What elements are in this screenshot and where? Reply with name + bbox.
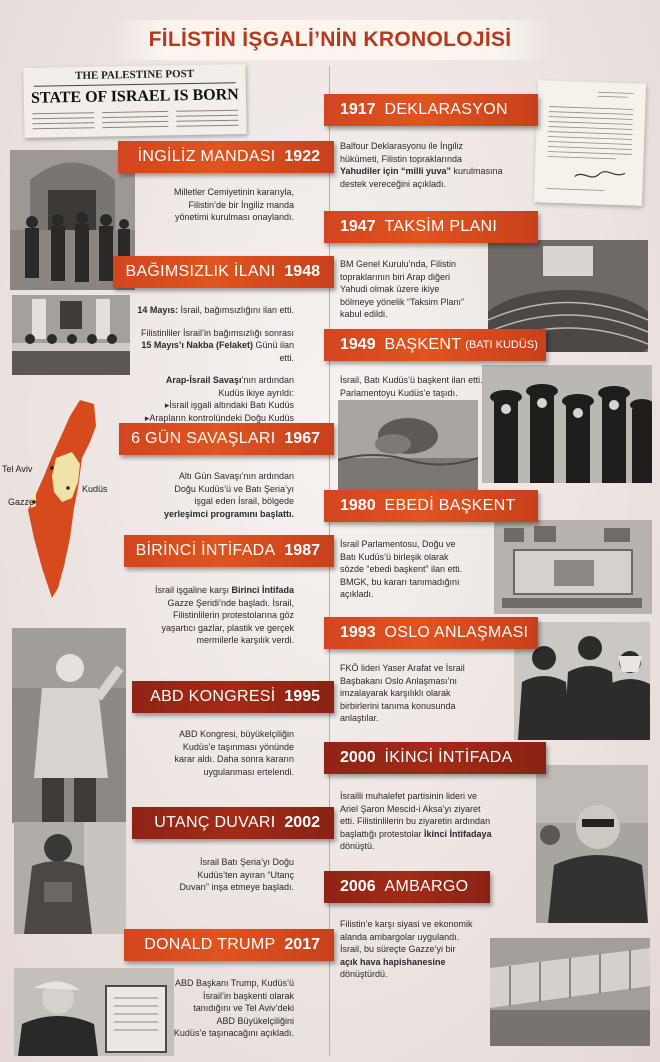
desc-line: 14 Mayıs: İsrail, bağımsızlığını ilan etti. [137, 305, 294, 315]
desc-line: İsrail Parlamentosu, Doğu ve [340, 539, 456, 549]
desc-1980 [340, 538, 490, 601]
banner-year-1987: 1987 [284, 542, 320, 559]
desc-line: yerleşimci programını başlattı. [163, 508, 294, 519]
desc-line: açıkladı. [340, 589, 374, 599]
desc-line: ▸İsrail işgali altındaki Batı Kudüs [164, 400, 294, 410]
desc-line: karar aldı. Daha sonra kararın [174, 754, 294, 764]
desc-line: İsrail Batı Şeria’yı Doğu [199, 857, 294, 867]
desc-line: Kudüs ikiye ayrıldı: [218, 387, 294, 398]
desc-2017 [136, 977, 294, 1040]
desc-line: Kudüs’e taşınması yönünde [182, 741, 294, 752]
desc-line: İsrail, bu süreçte Gazze’yi bir [340, 944, 456, 954]
desc-line: kabul edildi. [340, 309, 388, 319]
independence-declaration-photo [12, 295, 130, 375]
desc-line: ▸Arapların kontrolündeki Doğu Kudüs [144, 412, 294, 423]
desc-line: İsrailli muhalefet partisinin lideri ve [340, 791, 478, 801]
gaza-wall-photo [490, 938, 650, 1046]
desc-1949 [340, 374, 530, 399]
banner-title-2002: UTANÇ DUVARI [154, 814, 276, 831]
banner-title-1917: DEKLARASYON [384, 101, 508, 118]
desc-2002 [136, 856, 294, 894]
desc-line: başlattığı protestolar İkinci İntifadaya [340, 828, 492, 839]
banner-title-2006: AMBARGO [384, 878, 469, 895]
desc-line: Yahudiler için “milli yuva” kurulmasına [340, 166, 503, 176]
page-title: FİLİSTİN İŞGALİ’NİN KRONOLOJİSİ [148, 28, 512, 51]
desc-line: Gazze Şeridi’nde başladı. İsrail, [167, 597, 294, 608]
desc-line: Batı Kudüs’ü birleşik olarak [340, 551, 449, 562]
war-explosion-photo [338, 400, 478, 490]
banner-year-1967: 1967 [284, 430, 320, 447]
desc-line: bölmeye yönelik “Taksim Planı” [340, 296, 465, 307]
desc-line: Filistin’e karşı siyasi ve ekonomik [340, 919, 473, 929]
newspaper-clipping [23, 64, 246, 138]
banner-year-1948: 1948 [284, 263, 320, 280]
banner-title-2017: DONALD TRUMP [144, 936, 276, 953]
banner-year-1947: 1947 [340, 218, 376, 235]
desc-line: ABD Kongresi, büyükelçiliğin [178, 729, 294, 739]
desc-line: Yahudi olmak üzere ikiye [340, 284, 440, 294]
desc-line: etti. Filistinlilerin bu ziyaretin ardından [340, 816, 491, 826]
desc-line: İsrail, Batı Kudüs’ü başkent ilan etti. [340, 375, 483, 385]
desc-line: 15 Mayıs’ı Nakba (Felaket) Günü ilan etti. [141, 340, 294, 363]
banner-1948 [113, 256, 334, 288]
banner-title-1995: ABD KONGRESİ [150, 688, 276, 705]
desc-line: Ariel Şaron Mescid-i Aksa’yı ziyaret [340, 803, 481, 814]
banner-year-1922: 1922 [284, 148, 320, 165]
banner-2000 [324, 742, 546, 774]
banner-title-1948: BAĞIMSIZLIK İLANI [125, 263, 276, 280]
banner-title-1967: 6 GÜN SAVAŞLARI [131, 430, 276, 447]
banner-year-2006: 2006 [340, 878, 376, 895]
newspaper-headline: STATE OF ISRAEL IS BORN [30, 86, 239, 107]
separation-wall-soldier-photo [14, 822, 126, 934]
desc-line: hükümeti, Filistin topraklarında [340, 153, 463, 164]
first-intifada-photo [12, 628, 126, 823]
banner-1987 [124, 535, 334, 567]
desc-line: Milletler Cemiyetinin kararıyla, [173, 187, 294, 197]
desc-line: Kudüs’ten ayıran “Utanç [197, 869, 294, 880]
desc-line: FKÖ lideri Yaser Arafat ve İsrail [340, 663, 465, 673]
desc-line: yönetimi kurulması onaylandı. [174, 212, 294, 222]
newspaper-masthead: THE PALESTINE POST [74, 67, 195, 83]
desc-line: mermilerle karşılık verdi. [196, 635, 294, 645]
banner-title-1987: BİRİNCİ İNTİFADA [135, 542, 276, 559]
desc-line: Filistin’de bir İngiliz manda [188, 199, 294, 210]
desc-line: tanıdığını ve Tel Aviv’deki [193, 1003, 294, 1013]
banner-2002 [132, 807, 334, 839]
desc-line: BM Genel Kurulu’nda, Filistin [340, 259, 457, 269]
desc-line: açık hava hapishanesine [340, 956, 446, 967]
banner-title-1993: OSLO ANLAŞMASI [384, 624, 529, 641]
desc-line: ABD Büyükelçiliğini [216, 1015, 294, 1026]
desc-1917 [340, 140, 530, 190]
title-banner [112, 20, 548, 60]
banner-1995 [132, 681, 334, 713]
desc-line: Filistinliler İsrail’in bağımsızlığı sonrası [140, 327, 294, 338]
banner-year-1993: 1993 [340, 624, 376, 641]
banner-1949 [324, 329, 546, 361]
map-label-gazze: Gazze [8, 497, 35, 507]
desc-line: Başbakanı Oslo Anlaşması’nı [340, 675, 458, 686]
desc-line: sözde “ebedi başkent” ilan etti. [340, 564, 463, 574]
map-label-tel-aviv: Tel Aviv [2, 464, 33, 474]
desc-line: Doğu Kudüs’ü ve Batı Şeria’yı [174, 483, 294, 494]
banner-1967 [119, 423, 334, 455]
desc-line: uygulanması ertelendi. [203, 766, 294, 777]
balfour-document-photo [534, 80, 646, 206]
banner-2017 [124, 929, 334, 961]
desc-line: birbirlerini tanıma konusunda [340, 700, 456, 711]
banner-1917 [324, 94, 538, 126]
banner-year-1917: 1917 [340, 101, 376, 118]
desc-line: Parlamentoyu Kudüs’e taşıdı. [340, 387, 458, 398]
desc-line: imzalayarak karşılıklı olarak [340, 688, 451, 698]
map-label-kudus: Kudüs [82, 484, 108, 494]
banner-1980 [324, 490, 538, 522]
desc-line: destek vereceğini açıkladı. [340, 178, 447, 189]
banner-year-1980: 1980 [340, 497, 376, 514]
desc-line: Altı Gün Savaşı’nın ardından [178, 471, 294, 481]
desc-1995 [136, 728, 294, 778]
banner-2006 [324, 871, 490, 903]
desc-1993 [340, 662, 510, 725]
desc-line: İsrail’in başkenti olarak [202, 990, 294, 1001]
banner-year-1949: 1949 [340, 336, 376, 353]
desc-2000 [340, 790, 530, 853]
desc-line: ABD Başkanı Trump, Kudüs’ü [174, 978, 294, 988]
desc-1947 [340, 258, 490, 321]
desc-line: dönüştü. [340, 841, 375, 851]
desc-line: Arap-İsrail Savaşı’nın ardından [165, 375, 294, 385]
desc-line: İsrail işgaline karşı Birinci İntifada [154, 585, 294, 595]
banner-1947 [324, 211, 538, 243]
desc-line: yaşartıcı gazlar, plastik ve gerçek [161, 622, 294, 633]
banner-title-1980: EBEDİ BAŞKENT [384, 497, 516, 514]
desc-line: Balfour Deklarasyonu ile İngiliz [340, 141, 464, 151]
jerusalem-model-photo [494, 520, 652, 614]
desc-line: Kudüs’e taşınacağını açıkladı. [173, 1028, 294, 1038]
desc-line: topraklarının biri Arap diğeri [340, 271, 451, 282]
banner-year-2017: 2017 [284, 936, 320, 953]
desc-1967 [136, 470, 294, 520]
desc-line: anlaştılar. [340, 713, 379, 723]
banner-subtitle-1949: (BATI KUDÜS) [465, 339, 538, 351]
desc-1948 [130, 304, 294, 424]
banner-year-2000: 2000 [340, 749, 376, 766]
banner-title-2000: İKİNCİ İNTİFADA [384, 749, 513, 766]
desc-line: işgal eden İsrail, bölgede [194, 496, 294, 506]
desc-line: BMGK, bu kararı tanımadığını [340, 576, 460, 587]
desc-2006 [340, 918, 510, 981]
banner-year-2002: 2002 [284, 814, 320, 831]
desc-line: Filistinlilerin protestolarına göz [172, 610, 294, 620]
sharon-visit-photo [536, 765, 648, 923]
desc-line: dönüştürdü. [340, 969, 388, 979]
desc-line: Duvarı” inşa etmeye başladı. [179, 882, 294, 892]
desc-1987 [128, 584, 294, 647]
banner-year-1995: 1995 [284, 688, 320, 705]
banner-title-1949: BAŞKENT [384, 336, 462, 353]
banner-1993 [324, 617, 538, 649]
banner-title-1947: TAKSİM PLANI [384, 218, 498, 235]
desc-1922 [136, 186, 294, 224]
banner-title-1922: İNGİLİZ MANDASI [137, 148, 276, 165]
desc-line: alanda ambargolar uygulandı. [340, 931, 460, 942]
banner-1922 [118, 141, 334, 173]
